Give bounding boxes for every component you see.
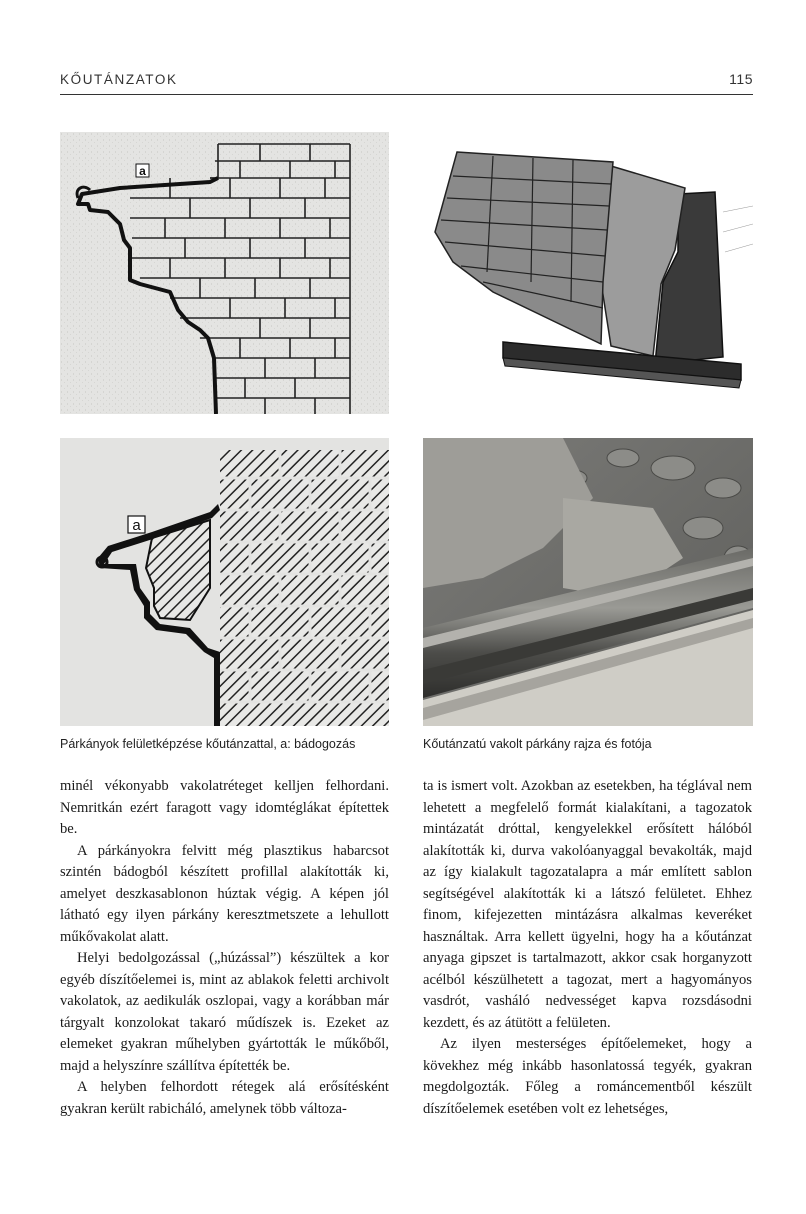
figure-label-a: a	[139, 164, 146, 178]
cornice-photo	[423, 438, 753, 726]
paragraph: ta is ismert volt. Azokban az esetekben, ha téglával nem lehetett a megfelelő formát kialakítani, a tagozatok mintázatát dróttal, kengyelekkel erősített hálóból alakították ki, durva vakolóanyaggal bevakolták, majd az így kialakult tagozatalapra a már említett sablon segítségével alakították ki a látszó felületet. Ehhez finom, kifejezetten mintázásra alkalmas keveréket használtak. Arra kellett ügyelni, hogy ha a kőutánzat anyaga gipszet is tartalmazott, akkor csak horganyzott acélból készülhetett a tagozat, mert a hagyományos vasdrót, vasháló nedvességet kapva rozsdásodni kezdett, és az átütött a felületen.	[423, 778, 752, 1031]
figure-label-a-2: a	[132, 517, 141, 534]
figure-caption-left: Párkányok felületképzése kőutánzattal, a: bádogozás	[60, 737, 356, 751]
paragraph: minél vékonyabb vakolatréteget kelljen felhordani. Nemritkán ezért faragott vagy idomtéglákat építettek be.	[60, 778, 389, 837]
text-column-left	[60, 776, 389, 1120]
figure-caption-right: Kőutánzatú vakolt párkány rajza és fotója	[423, 737, 652, 751]
paragraph: Helyi bedolgozással („húzással”) készültek a kor egyéb díszítőelemei is, mint az ablakok feletti archivolt vakolatok, az aedikulák oszlopai, vagy a korábban már tárgyalt konzolokat takaró műdíszek is. Ezeket az elemeket gyakran műhelyben gyártották le műkőből, majd a helyszínre szállítva építették be.	[60, 950, 389, 1074]
text-column-right	[423, 776, 752, 1120]
running-header	[60, 70, 753, 95]
cornice-section-drawing-hatched	[60, 438, 389, 726]
running-title: KŐUTÁNZATOK	[60, 72, 178, 87]
page-number: 115	[729, 71, 753, 87]
paragraph: Az ilyen mesterséges építőelemeket, hogy a kövekhez még inkább hasonlatossá tegyék, gyakran megdolgozták. Főleg a románcementből készült díszítőelemek esetében volt ez lehetséges,	[423, 1036, 752, 1117]
cornice-perspective-drawing	[423, 132, 753, 414]
paragraph: A helyben felhordott rétegek alá erősítésként gyakran került rabicháló, amelynek több változa-	[60, 1079, 389, 1117]
cornice-section-drawing-a	[60, 132, 389, 414]
paragraph: A párkányokra felvitt még plasztikus habarcsot szintén bádogból készített profillal alakították ki, amelyet deszkasablonon húztak végig. A képen jól látható egy ilyen párkány keresztmetszete a lehullott műkővakolat alatt.	[60, 842, 389, 945]
